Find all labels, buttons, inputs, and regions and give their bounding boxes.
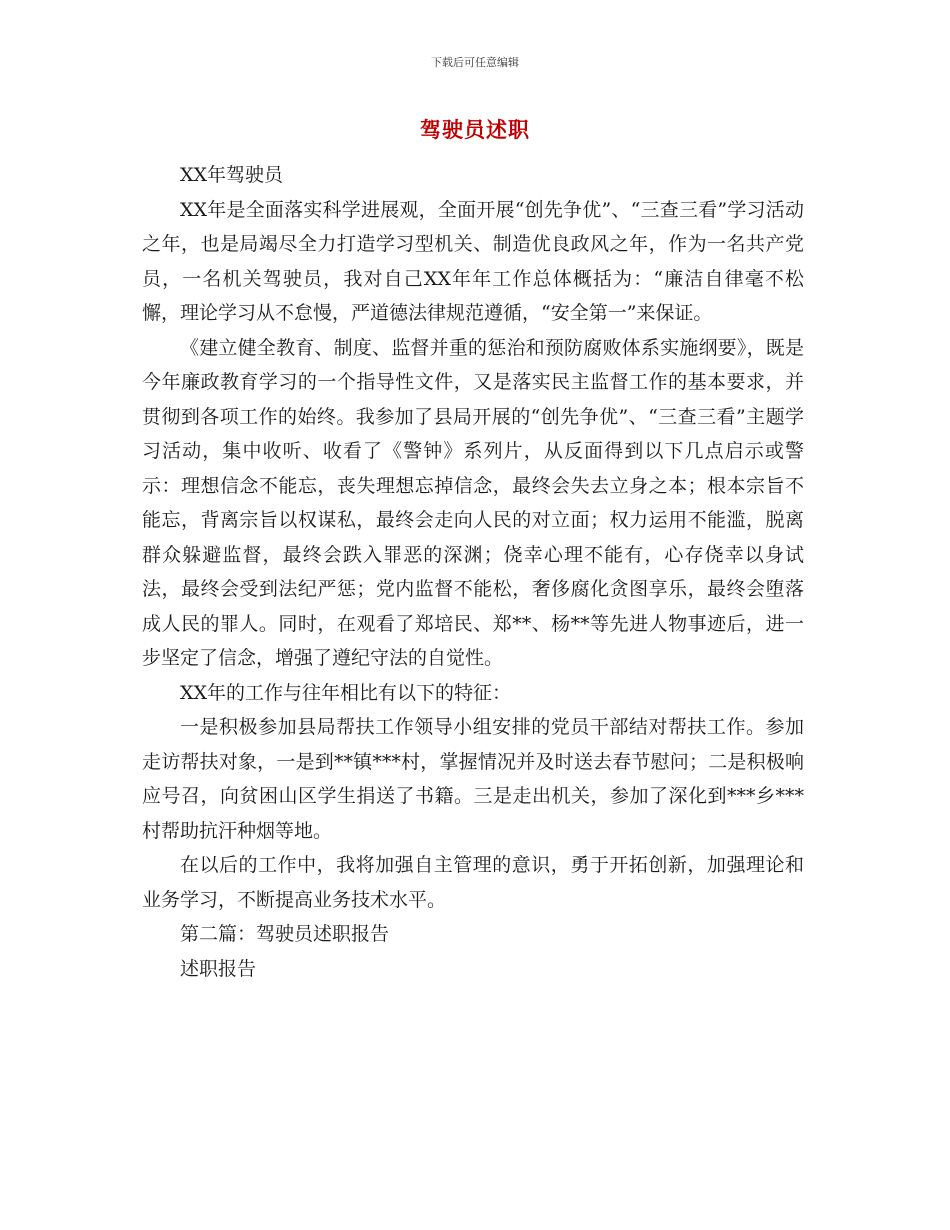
paragraph-4: 一是积极参加县局帮扶工作领导小组安排的党员干部结对帮扶工作。参加走访帮扶对象，一是到**镇***村，掌握情况并及时送去春节慰问；二是积极响应号召，向贫困山区学生捐送了书籍。三是走出机关，参加了深化到***乡***村帮助抗汗种烟等地。 (142, 716, 804, 842)
paragraph-5: 在以后的工作中，我将加强自主管理的意识，勇于开拓创新，加强理论和业务学习，不断提高业务技术水平。 (142, 854, 804, 911)
paragraph-1: XX年是全面落实科学进展观，全面开展“创先争优”、“三查三看”学习活动之年，也是局竭尽全力打造学习型机关、制造优良政风之年，作为一名共产党员，一名机关驾驶员，我对自己XX年年工作总体概括为：“廉洁自律毫不松懈，理论学习从不怠慢，严道德法律规范遵循，“安全第一”来保证。 (142, 198, 804, 324)
paragraph-3: XX年的工作与往年相比有以下的特征： (180, 681, 512, 704)
section-subheading: 述职报告 (180, 957, 257, 980)
header-note: 下载后可任意编辑 (431, 56, 519, 69)
subtitle-line: XX年驾驶员 (180, 164, 284, 186)
paragraph-2: 《建立健全教育、制度、监督并重的惩治和预防腐败体系实施纲要》，既是今年廉政教育学习的一个指导性文件，又是落实民主监督工作的基本要求，并贯彻到各项工作的始终。我参加了县局开展的“创先争优”、“三查三看”主题学习活动，集中收听、收看了《警钟》系列片，从反面得到以下几点启示或警示：理想信念不能忘，丧失理想忘掉信念，最终会失去立身之本；根本宗旨不能忘，背离宗旨以权谋私，最终会走向人民的对立面；权力运用不能滥，脱离群众躲避监督，最终会跌入罪恶的深渊；侥幸心理不能有，心存侥幸以身试法，最终会受到法纪严惩；党内监督不能松，奢侈腐化贪图享乐，最终会堕落成人民的罪人。同时，在观看了郑培民、郑**、杨**等先进人物事迹后，进一步坚定了信念，增强了遵纪守法的自觉性。 (142, 336, 804, 669)
document-title: 驾驶员述职 (420, 118, 530, 142)
section-heading: 第二篇：驾驶员述职报告 (180, 923, 390, 945)
document-body (142, 158, 804, 986)
